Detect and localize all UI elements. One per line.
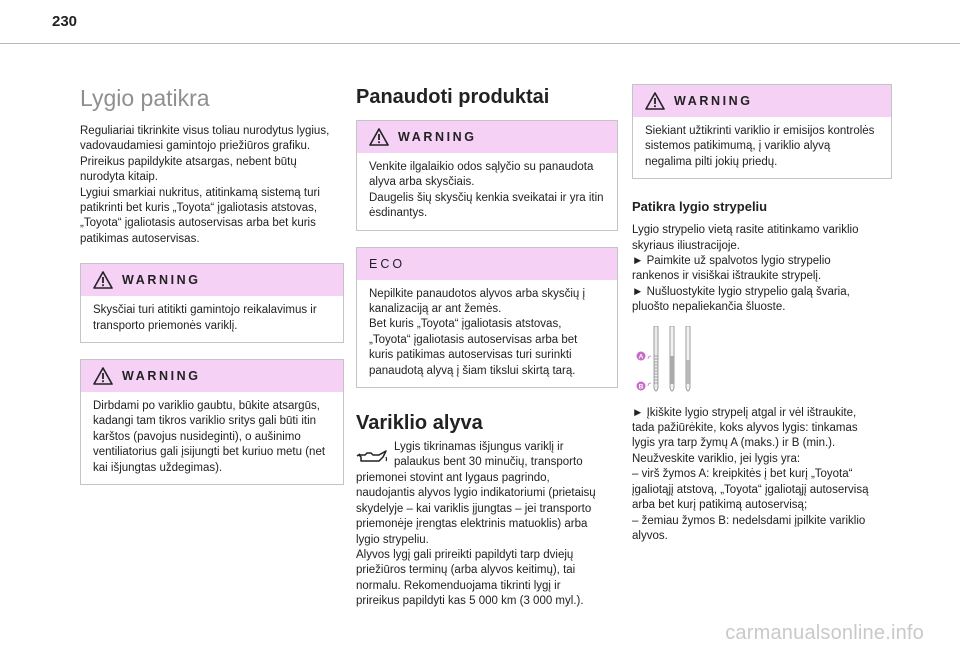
- warning-text: Skysčiai turi atitikti gamintojo reikalavimus ir transporto priemonės variklį.: [93, 304, 317, 332]
- page-number: 230: [52, 13, 78, 30]
- oil-text: priemonei stovint ant lygaus pagrindo, naudojantis alyvos lygio indikatoriumi (prietaisų skydelyje – kai variklis įjungtas – jei transporto priemonėje įrengtas elektrinis matuoklis) arba lygio strypeliu. Alyvos lygį gali prireikti papildyti tarp dviejų priežiūros terminų (arba alyvos keitimų), tai normalu. Rekomenduojama tikrinti lygį ir prireikus papildyti kas 5 000 km (3 000 myl.).: [356, 471, 596, 608]
- oil-lead: [356, 440, 618, 471]
- warning-header: [81, 264, 343, 296]
- warning-header: [81, 360, 343, 392]
- warning-box-additives: [632, 84, 892, 179]
- eco-header: [357, 248, 617, 280]
- eco-box: [356, 247, 618, 388]
- warning-text: Siekiant užtikrinti variklio ir emisijos kontrolės sistemos patikimumą, į variklio alyvą negalima pilti jokių priedų.: [645, 125, 875, 168]
- section-title-dipstick: Patikra lygio strypeliu: [632, 199, 768, 215]
- warning-triangle-icon: [93, 367, 113, 385]
- warning-title: WARNING: [674, 94, 753, 108]
- marker-label-b: B: [638, 383, 644, 391]
- oil-can-icon: [356, 448, 388, 466]
- watermark: carmanualsonline.info: [725, 622, 924, 644]
- warning-header: [357, 121, 617, 153]
- warning-text: Venkite ilgalaikio odos sąlyčio su panaudota alyva arba skysčiais. Daugelis šių skysčių kenkia sveikatai ir yra itin ėsdinantys.: [369, 161, 604, 220]
- warning-box-skin-contact: [356, 120, 618, 231]
- level-check-intro: Reguliariai tikrinkite visus toliau nurodytus lygius, vadovaudamiesi gamintojo priežiūros grafiku. Prireikus papildykite atsargas, nebent būtų nurodyta kitaip. Lygiui smarkiai nukritus, atitinkamą sistemą turi patikrinti bet kuris „Toyota“ įgaliotasis atstovas, „Toyota“ įgaliotasis autoservisas arba bet kuris patikimas autoservisas.: [80, 125, 330, 245]
- header-rule: [0, 43, 960, 44]
- warning-text: Dirbdami po variklio gaubtu, būkite atsargūs, kadangi tam tikros variklio sritys gali būti itin karštos (pavojus nusideginti), o aušinimo ventiliatorius gali įsijungti bet kuriuo metu (net kai išjungtas uždegimas).: [93, 400, 326, 474]
- section-title-used-products: Panaudoti produktai: [356, 86, 550, 108]
- dipstick-intro: Lygio strypelio vietą rasite atitinkamo variklio skyriaus iliustracijoje. ► Paimkite už spalvotos lygio strypelio rankenos ir visiškai ištraukite strypelį. ► Nušluostykite lygio strypelio galą švaria, pluošto nepaliekančia šluoste.: [632, 224, 859, 314]
- warning-title: WARNING: [122, 273, 201, 288]
- warning-header: [633, 85, 891, 117]
- section-title-engine-oil: Variklio alyva: [356, 412, 483, 435]
- section-title-level-check: Lygio patikra: [80, 85, 210, 111]
- column-level-check: [80, 84, 344, 501]
- column-dipstick: [632, 84, 892, 544]
- eco-text: Nepilkite panaudotos alyvos arba skysčių į kanalizaciją ar ant žemės. Bet kuris „Toyota“ įgaliotasis atstovas, „Toyota“ įgaliotasis autoservisas arba bet kuris patikimas autoservisas turi surinkti panaudotą alyvą į šiam tikslui skirtą tarą.: [369, 287, 586, 377]
- eco-title: ECO: [369, 256, 406, 271]
- warning-title: WARNING: [122, 369, 201, 384]
- oil-lead-text: Lygis tikrinamas išjungus variklį ir palaukus bent 30 minučių, transporto: [394, 441, 583, 469]
- warning-box-engine-hot: [80, 359, 344, 485]
- column-used-products: [356, 84, 618, 610]
- marker-label-a: A: [638, 353, 644, 361]
- warning-triangle-icon: [645, 92, 665, 110]
- warning-title: WARNING: [398, 130, 477, 144]
- warning-triangle-icon: [93, 271, 113, 289]
- warning-box-fluids: [80, 263, 344, 343]
- dipstick-illustration: [636, 326, 708, 396]
- warning-triangle-icon: [369, 128, 389, 146]
- dipstick-after: ► Įkiškite lygio strypelį atgal ir vėl ištraukite, tada pažiūrėkite, koks alyvos lygis: tinkamas lygis yra tarp žymų A (maks.) ir B (min.). Neužveskite variklio, jei lygis yra: – virš žymos A: kreipkitės į bet kurį „Toyota“ įgaliotąjį atstovą, „Toyota“ įgaliotąjį autoservisą arba bet kurį patikimą autoservisą; – žemiau žymos B: nedelsdami įpilkite variklio alyvos.: [632, 406, 869, 542]
